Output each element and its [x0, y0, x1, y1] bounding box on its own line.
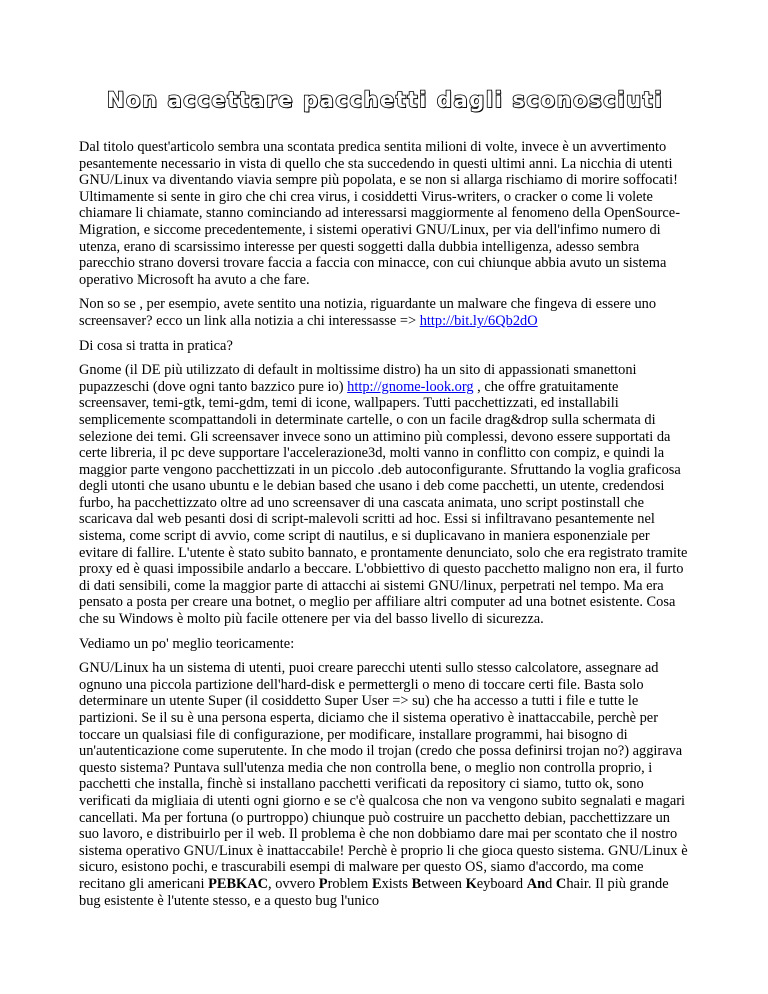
paragraph-gnome-text-start: Gnome (il DE più utilizzato di default in moltissime distro) ha un sito di appassionati smanettoni pupazzeschi (dove ogni tanto bazzico pure io) [79, 362, 637, 395]
paragraph-gnome-text-end: , che offre gratuitamente screensaver, temi-gtk, temi-gdm, temi di icone, wallpapers. Tutti pacchettizzati, ed installabili semplicemente scompattandoli in determinate cartelle, o con un facile drag&drop sulla schermata di selezione dei temi. Gli screensaver invece sono un attimino più complessi, devono essere supportati da certe libreria, il pc deve supportare l'accelerazione3d, molti vanno in conflitto con compiz, e quindi la maggior parte vengono pacchettizzati in un piccolo .deb autoconfigurante. Sfruttando la voglia graficosa degli utonti che usano ubuntu e le debian based che usano i deb come pacchetti, un utente, credendosi furbo, ha pacchettizzato oltre ad uno screensaver di una cascata animata, uno script postinstall che scaricava dal web pesanti dosi di script-malevoli scritti ad hoc. Essi si infiltravano pesantemente nel sistema, come script di avvio, come script di nautilus, e si duplicavano in maniera esponenziale per evitare di fallire. L'utente è stato subito bannato, e prontamente denunciato, solo che era registrato tramite proxy ed è quasi impossibile andarlo a beccare. L'obbiettivo di questo pacchetto maligno non era, il furto di dati sensibili, come la maggior parte di attacchi ai sistemi GNU/linux, perpetrati nel tempo. Ma era pensato a posta per creare una botnet, o meglio per affiliare altri computer ad una botnet esistente. Cosa che su Windows è molto più facile ottenere per via del basso livello di sicurezza. [79, 378, 688, 628]
paragraph-question: Di cosa si tratta in pratica? [79, 337, 233, 354]
document-page [79, 0, 691, 909]
text-fragment: eyboard [476, 875, 527, 892]
text-fragment: d [545, 875, 556, 892]
acronym-letter: E [371, 875, 382, 892]
paragraph-news [79, 296, 691, 329]
acronym-letter: An [526, 875, 546, 892]
acronym-letter: K [465, 875, 477, 892]
article-title: Non accettare pacchetti dagli sconosciuti [106, 88, 664, 112]
text-fragment: xists [381, 875, 408, 892]
text-fragment: hair [566, 875, 588, 892]
paragraph-news-text: Non so se , per esempio, avete sentito una notizia, riguardante un malware che fingeva di essere uno screensaver? ecco un link alla notizia a chi interessasse => [79, 296, 657, 329]
paragraph-theory-text-end: . Il più grande bug esistente è l'utente stesso, e a questo bug l'unico [79, 875, 669, 909]
news-link[interactable]: http://bit.ly/6Qb2dO [419, 312, 538, 329]
text-fragment: , ovvero [268, 875, 319, 892]
paragraph-intro: Dal titolo quest'articolo sembra una scontata predica sentita milioni di volte, invece è un avvertimento pesantemente necessario in vista di quello che sta succedendo in questi ultimi anni. La nicchia di utenti GNU/Linux va diventando viavia sempre più popolata, e se non si allarga rischiamo di morire soffocati! Ultimamente si sente in giro che chi crea virus, i cosiddetti Virus-writers, o cracker o come li volete chiamare li chiamate, stanno cominciando ad interessarsi maggiormente al fenomeno della OpenSource-Migration, e siccome precedentemente, i sistemi operativi GNU/Linux, per via dell'infimo numero di utenza, erano di scarsissimo interesse per questi soggetti dalla dubbia intelligenza, adesso sembra parecchio strano doversi trovare faccia a faccia con minacce, con cui chiunque abbia avuto un sistema operativo Microsoft ha avuto a che fare. [79, 139, 680, 288]
paragraph-gnome [79, 362, 691, 628]
text-fragment: roblem [327, 875, 372, 892]
gnome-look-link[interactable]: http://gnome-look.org [347, 378, 474, 395]
paragraph-theory [79, 660, 691, 909]
acronym-letter: P [318, 875, 328, 892]
text-fragment: etween [421, 875, 466, 892]
paragraph-theory-heading: Vediamo un po' meglio teoricamente: [79, 635, 295, 652]
acronym-letter: C [555, 875, 567, 892]
paragraph-theory-text: GNU/Linux ha un sistema di utenti, puoi creare parecchi utenti sullo stesso calcolatore, assegnare ad ognuno una piccola partizione dell'hard-disk e permettergli o meno di toccare certi file. Basta solo determinare un utente Super (il cosiddetto Super User => su) che ha accesso a tutti i file e tutte le partizioni. Se il su è una persona esperta, diciamo che il sistema operativo è inattaccabile, perchè per toccare un qualsiasi file di configurazione, per modificare, installare programmi, hai bisogno di un'autenticazione come superutente. In che modo il trojan (credo che possa definirsi trojan no?) aggirava questo sistema? Puntava sull'utenza media che non controlla bene, o meglio non controlla proprio, i pacchetti che installa, finchè si installano pacchetti verificati da repository ci siamo, tutto ok, sono verificati da migliaia di utenti ogni giorno e se c'è qualcosa che non va vengono subito segnalati e magari cancellati. Ma per fortuna (o purtroppo) chiunque può costruire un pacchetto debian, pacchettizzare un suo lavoro, e distribuirlo per il web. Il problema è che non dobbiamo dare mai per scontato che il nostro sistema operativo GNU/Linux è inattaccabile! Perchè è proprio li che gioca questo sistema. GNU/Linux è sicuro, esistono pochi, e trascurabili esempi di malware per questo OS, siamo d'accordo, ma come recitano gli americani [79, 660, 688, 892]
acronym-letter: B [411, 875, 422, 892]
pebkac-term: PEBKAC [208, 875, 269, 892]
